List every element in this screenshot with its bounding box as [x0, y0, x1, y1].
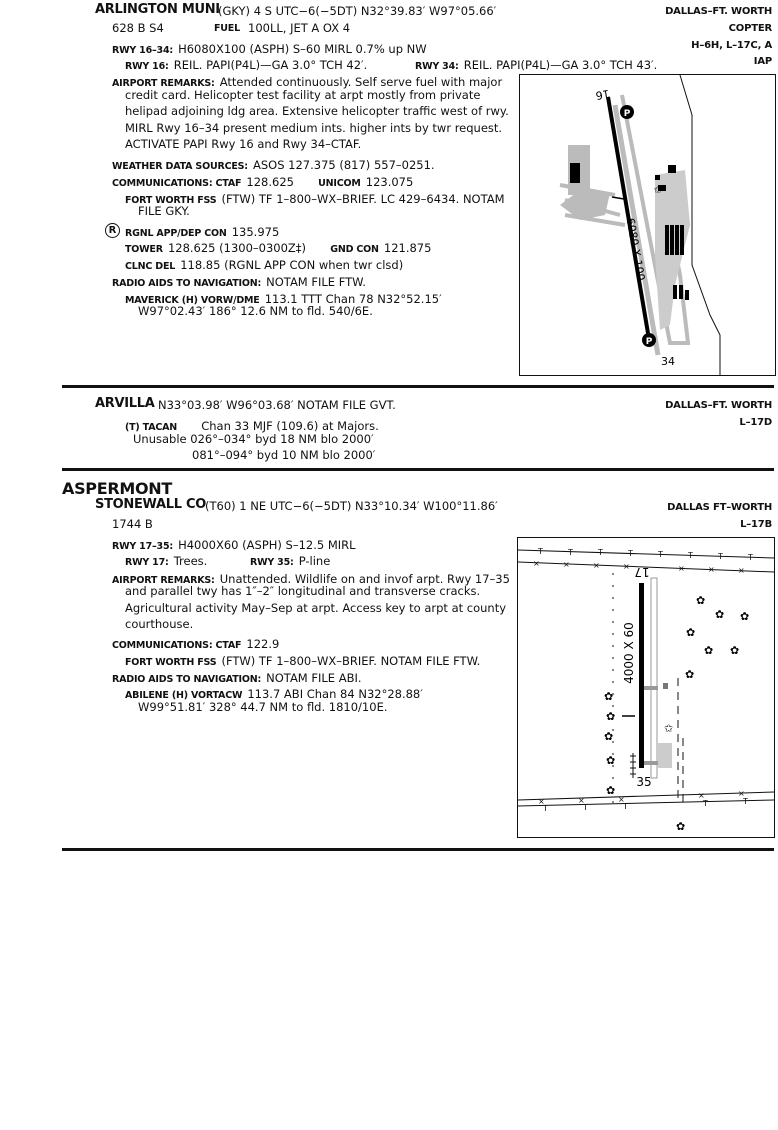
fence-line — [518, 550, 774, 558]
svg-text:✿: ✿ — [604, 730, 614, 743]
wind-cone-icon — [612, 197, 624, 199]
fss-line: FORT WORTH FSS (FTW) TF 1–800–WX–BRIEF. NOTAM FILE FTW. — [125, 654, 481, 668]
runway-34-line: RWY 34: REIL. PAPI(P4L)—GA 3.0° TCH 43′. — [415, 58, 658, 72]
communications-line: COMMUNICATIONS: CTAF 128.625 UNICOM 123.075 — [112, 175, 414, 189]
papi-marker-34-label: P — [645, 337, 653, 347]
vortac-line-2: W99°51.81′ 328° 44.7 NM to fld. 1810/10E. — [138, 700, 388, 714]
runway-16-label: 16 — [594, 86, 611, 103]
runway-16-line: RWY 16: REIL. PAPI(P4L)—GA 3.0° TCH 42′. — [125, 58, 368, 72]
hangar — [680, 225, 684, 255]
region-label: DALLAS–FT. WORTH — [665, 6, 772, 17]
vortac-line: ABILENE (H) VORTACW 113.7 ABI Chan 84 N32°28.88′ — [125, 687, 423, 701]
svg-text:✿: ✿ — [715, 608, 725, 621]
unusable-line-1: Unusable 026°–034° byd 18 NM blo 2000′ — [133, 432, 374, 446]
arlington-airport-diagram — [519, 74, 776, 376]
remarks-line-4: MIRL Rwy 16–34 present medium ints. higher ints by twr request. — [125, 121, 503, 135]
remarks-line-2: credit card. Helicopter test facility at arpt mostly from private — [125, 88, 481, 102]
rgnl-app-line: RGNL APP/DEP CON 135.975 — [125, 225, 280, 239]
remarks-line-1: AIRPORT REMARKS: Unattended. Wildlife on and invof arpt. Rwy 17–35 — [112, 572, 510, 586]
svg-text:✿: ✿ — [604, 690, 614, 703]
svg-text:✿: ✿ — [685, 668, 695, 681]
svg-text:T: T — [623, 802, 628, 811]
aspermont-airport-diagram — [517, 537, 775, 838]
region-label: DALLAS–FT. WORTH — [665, 400, 772, 411]
airport-name: ARLINGTON MUNI — [95, 2, 220, 17]
iap-label: IAP — [753, 56, 772, 67]
svg-text:T: T — [598, 548, 603, 557]
copter-label: COPTER — [728, 23, 772, 34]
runway-line: RWY 17–35: H4000X60 (ASPH) S–12.5 MIRL — [112, 538, 356, 552]
building — [663, 683, 668, 689]
svg-text:×: × — [533, 559, 540, 568]
svg-text:T: T — [703, 799, 708, 808]
weather-line: WEATHER DATA SOURCES: ASOS 127.375 (817) 557–0251. — [112, 158, 435, 172]
runway-line: RWY 16–34: H6080X100 (ASPH) S–60 MIRL 0.7% up NW — [112, 42, 427, 56]
fence-east — [678, 678, 683, 808]
city-name: ASPERMONT — [62, 479, 173, 498]
fss-line: FORT WORTH FSS (FTW) TF 1–800–WX–BRIEF. LC 429–6434. NOTAM — [125, 192, 505, 206]
svg-text:✿: ✿ — [696, 594, 706, 607]
fence-line — [518, 792, 774, 800]
hangar — [673, 285, 677, 299]
remarks-line-2: and parallel twy has 1″–2″ longitudinal and transverse cracks. — [125, 584, 481, 598]
remarks-line-5: ACTIVATE PAPI Rwy 16 and Rwy 34–CTAF. — [125, 137, 362, 151]
navaid-name: ARVILLA — [95, 396, 155, 411]
svg-text:✿: ✿ — [686, 626, 696, 639]
parallel-taxiway — [651, 578, 657, 778]
airport-header: (GKY) 4 S UTC−6(−5DT) N32°39.83′ W97°05.66′ — [218, 4, 497, 18]
airport-name: STONEWALL CO — [95, 497, 206, 512]
svg-text:✿: ✿ — [606, 710, 616, 723]
hangar — [675, 225, 679, 255]
fuel-value: 100LL, JET A OX 4 — [248, 21, 351, 35]
svg-text:×: × — [678, 564, 685, 573]
section-divider — [62, 468, 774, 471]
tower-line: TOWER 128.625 (1300–0300Z‡) GND CON 121.875 — [125, 241, 432, 255]
svg-text:×: × — [538, 797, 545, 806]
building — [668, 165, 676, 173]
runway-dims-label: 4000 X 60 — [622, 622, 636, 684]
svg-text:×: × — [618, 795, 625, 804]
radio-aids-line: RADIO AIDS TO NAVIGATION: NOTAM FILE ABI. — [112, 671, 362, 685]
svg-text:T: T — [748, 553, 753, 562]
fss-line-2: FILE GKY. — [138, 204, 190, 218]
svg-text:T: T — [583, 803, 588, 812]
hangar — [670, 225, 674, 255]
svg-text:✿: ✿ — [676, 820, 686, 833]
svg-text:×: × — [738, 566, 745, 575]
section-divider — [62, 848, 774, 851]
beacon-icon: ✩ — [653, 185, 663, 196]
svg-text:T: T — [568, 548, 573, 557]
clnc-line: CLNC DEL 118.85 (RGNL APP CON when twr clsd) — [125, 258, 404, 272]
runway-35-label: 35 — [636, 775, 652, 789]
svg-text:T: T — [743, 797, 748, 806]
svg-text:✿: ✿ — [606, 784, 616, 797]
runway — [639, 583, 644, 768]
beacon-icon: ✩ — [664, 722, 674, 735]
remarks-line-3: helipad adjoining ldg area. Extensive helicopter traffic west of rwy. — [125, 104, 509, 118]
fence-line — [518, 800, 774, 806]
fuel-label: FUEL — [214, 23, 240, 34]
hangar — [685, 290, 689, 300]
svg-text:×: × — [738, 789, 745, 798]
svg-text:×: × — [563, 560, 570, 569]
elevation-line: 628 B S4 — [112, 21, 164, 35]
remarks-line-1: AIRPORT REMARKS: Attended continuously. Self serve fuel with major — [112, 75, 503, 89]
svg-text:✿: ✿ — [740, 610, 750, 623]
navaid-header: N33°03.98′ W96°03.68′ NOTAM FILE GVT. — [158, 398, 396, 412]
runway-17-label: 17 — [634, 565, 650, 579]
runway-17-line: RWY 17: Trees. — [125, 554, 208, 568]
svg-text:×: × — [698, 791, 705, 800]
svg-text:×: × — [593, 561, 600, 570]
radar-symbol: R — [105, 218, 120, 238]
hangar — [679, 285, 683, 299]
svg-text:×: × — [578, 796, 585, 805]
building — [570, 163, 580, 183]
communications-line: COMMUNICATIONS: CTAF 122.9 — [112, 637, 280, 651]
svg-text:✿: ✿ — [730, 644, 740, 657]
svg-text:✿: ✿ — [606, 754, 616, 767]
hangar — [665, 225, 669, 255]
vor-line: MAVERICK (H) VORW/DME 113.1 TTT Chan 78 N32°52.15′ — [125, 292, 442, 306]
chart-ref-label: L–17B — [740, 519, 772, 530]
svg-text:×: × — [708, 565, 715, 574]
chart-ref-label: H–6H, L–17C, A — [691, 40, 772, 51]
svg-text:T: T — [688, 551, 693, 560]
p-line-marker — [630, 753, 636, 778]
apron — [658, 743, 672, 768]
svg-text:T: T — [718, 552, 723, 561]
chart-ref-label: L–17D — [739, 417, 772, 428]
svg-text:T: T — [543, 804, 548, 813]
svg-text:T: T — [628, 549, 633, 558]
runway-34-label: 34 — [661, 355, 675, 368]
section-divider — [62, 385, 774, 388]
elevation-line: 1744 B — [112, 517, 153, 531]
remarks-line-4: courthouse. — [125, 617, 194, 631]
arlington-diagram-svg — [520, 75, 775, 375]
svg-text:✿: ✿ — [704, 644, 714, 657]
svg-text:T: T — [658, 550, 663, 559]
aspermont-diagram-svg — [518, 538, 774, 837]
region-label: DALLAS FT–WORTH — [667, 502, 772, 513]
runway-dims-label: 6080 X 100 — [623, 216, 648, 282]
vor-line-2: W97°02.43′ 186° 12.6 NM to fld. 540/6E. — [138, 304, 373, 318]
papi-marker-16-label: P — [623, 109, 631, 119]
svg-text:×: × — [623, 562, 630, 571]
airport-header: (T60) 1 NE UTC−6(−5DT) N33°10.34′ W100°11.86′ — [205, 499, 498, 513]
building — [655, 175, 660, 180]
radio-aids-line: RADIO AIDS TO NAVIGATION: NOTAM FILE FTW. — [112, 275, 366, 289]
remarks-line-3: Agricultural activity May–Sep at arpt. Access key to arpt at county — [125, 601, 507, 615]
unusable-line-2: 081°–094° byd 10 NM blo 2000′ — [192, 448, 376, 462]
tacan-line: (T) TACAN Chan 33 MJF (109.6) at Majors. — [125, 419, 379, 433]
runway-35-line: RWY 35: P-line — [250, 554, 331, 568]
svg-text:T: T — [538, 547, 543, 556]
